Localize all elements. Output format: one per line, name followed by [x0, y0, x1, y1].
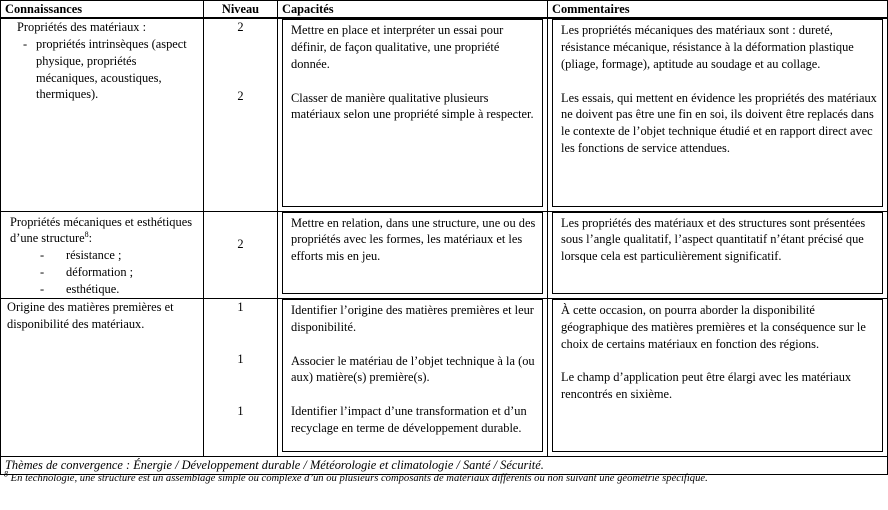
- capacite-text: Associer le matériau de l’objet technique à la (ou aux) matière(s) première(s).: [291, 353, 535, 385]
- header-row: [1, 1, 888, 19]
- header-commentaires: Commentaires: [548, 1, 888, 19]
- commentaire-text: Les propriétés mécaniques des matériaux sont : dureté, résistance mécanique, résistance à la déformation plastique (pliage, formage), aptitude au soudage et au collage.: [561, 23, 854, 71]
- cell-capacites: [278, 298, 548, 456]
- connaissance-title: Propriétés mécaniques et esthétiques d’une structure$^8$:: [10, 214, 193, 246]
- cell-commentaires: [548, 211, 888, 298]
- cell-niveau: [204, 298, 278, 456]
- connaissance-title: Origine des matières premières et disponibilité des matériaux.: [7, 299, 174, 331]
- commentaire-text: Les essais, qui mettent en évidence les propriétés des matériaux ne doivent pas être une fin en soi, ils doivent être replacés dans le contexte de l’objet technique étudié et en rapport direct avec les fonctions de service attendues.: [561, 90, 877, 156]
- cell-capacites: [278, 211, 548, 298]
- capacite-text: Identifier l’origine des matières premières et leur disponibilité.: [291, 302, 534, 334]
- list-item: - résistance ;: [10, 247, 200, 264]
- cell-commentaires: [548, 18, 888, 211]
- list-item: - déformation ;: [10, 264, 200, 281]
- niveau-value: 2: [237, 236, 244, 251]
- capacite-text: Identifier l’impact d’une transformation et d’un recyclage en terme de développement durable.: [291, 404, 527, 436]
- footnote-text: En technologie, une structure est un assemblage simple ou complexe d’un ou plusieurs composants de matériaux différents ou non suivant une géométrie spécifique.: [8, 473, 708, 484]
- connaissance-list: [10, 247, 200, 298]
- cell-connaissances: [1, 18, 204, 211]
- niveau-value: 1: [237, 299, 244, 314]
- list-item: - esthétique.: [10, 281, 200, 298]
- footnote-mark: 8: [84, 230, 89, 240]
- niveau-value: 1: [237, 351, 244, 366]
- commentaire-text: Les propriétés des matériaux et des structures sont présentées sous l’angle qualitatif, l’aspect quantitatif n’étant précisé que lorsque cela est particulièrement significatif.: [561, 215, 866, 264]
- cell-niveau: [204, 18, 278, 211]
- niveau-value: 2: [237, 88, 244, 103]
- footnote: [4, 469, 880, 487]
- cell-capacites: [278, 18, 548, 211]
- cell-niveau: [204, 211, 278, 298]
- header-capacites: Capacités: [278, 1, 548, 19]
- niveau-value: 2: [237, 20, 244, 34]
- themes-text: Thèmes de convergence : Énergie / Développement durable / Météorologie et climatologie / Santé / Sécurité.: [1, 456, 888, 474]
- footnote-mark: 8: [4, 469, 8, 479]
- cell-commentaires: [548, 298, 888, 456]
- connaissance-list: [17, 36, 200, 103]
- connaissance-title: Propriétés des matériaux :: [17, 20, 147, 34]
- table-row: [1, 211, 888, 298]
- capacite-text: Mettre en place et interpréter un essai pour définir, de façon qualitative, une propriété donnée.: [291, 23, 504, 71]
- niveau-value: 1: [237, 403, 244, 418]
- capacite-text: Classer de manière qualitative plusieurs matériaux selon une propriété simple à respecter.: [291, 90, 534, 122]
- commentaire-text: Le champ d’application peut être élargi avec les matériaux rencontrés en sixième.: [561, 370, 852, 402]
- header-niveau: Niveau: [204, 1, 278, 19]
- table-row: [1, 18, 888, 211]
- cell-connaissances: [1, 298, 204, 456]
- list-item: - propriétés intrinsèques (aspect physique, propriétés mécaniques, acoustiques, thermiques).: [17, 36, 200, 103]
- header-connaissances: Connaissances: [1, 1, 204, 19]
- table-row: [1, 298, 888, 456]
- commentaire-text: À cette occasion, on pourra aborder la disponibilité géographique des matières premières et la conséquence sur le choix de certains matériaux en fonction des régions.: [561, 302, 866, 351]
- cell-connaissances: [1, 211, 204, 298]
- capacite-text: Mettre en relation, dans une structure, une ou des propriétés avec les formes, les matériaux et les efforts mis en jeu.: [291, 215, 536, 264]
